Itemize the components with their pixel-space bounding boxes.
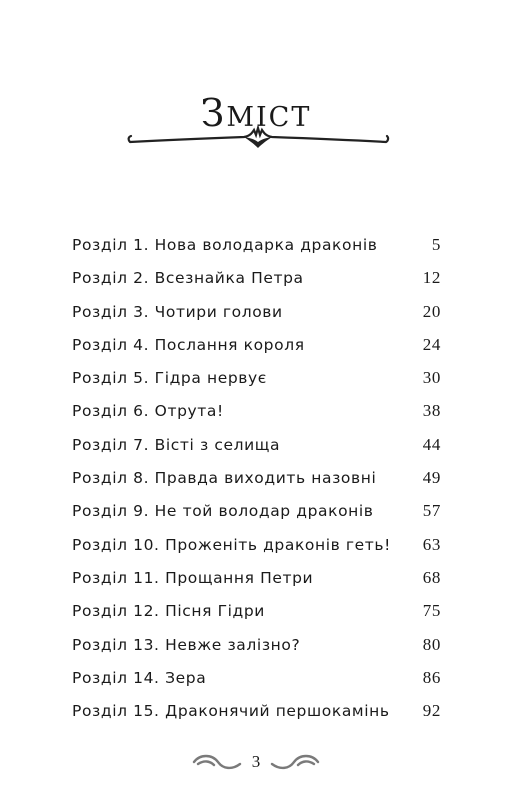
toc-entry-page: 5 xyxy=(431,235,441,254)
toc-entry-page: 49 xyxy=(422,468,441,488)
toc-entry-page: 92 xyxy=(422,701,441,721)
toc-entry[interactable] xyxy=(72,394,441,427)
toc-entry-title: Розділ 15. Драконячий першокамінь xyxy=(72,702,390,721)
toc-entry[interactable] xyxy=(72,261,441,294)
toc-entry-title: Розділ 7. Вісті з селища xyxy=(72,435,281,454)
toc-entry-page: 80 xyxy=(422,634,441,654)
toc-entry[interactable] xyxy=(72,528,441,561)
toc-entry-title: Розділ 12. Пісня Гідри xyxy=(72,602,265,621)
toc-entry-page: 44 xyxy=(422,434,441,454)
ornamental-divider xyxy=(126,124,390,154)
toc-entry[interactable] xyxy=(72,461,441,494)
toc-entry[interactable] xyxy=(72,494,441,527)
toc-entry[interactable] xyxy=(72,295,441,328)
toc-entry-title: Розділ 10. Проженіть драконів геть! xyxy=(72,535,391,554)
toc-entry-title: Розділ 14. Зера xyxy=(72,668,207,687)
toc-entry[interactable] xyxy=(72,594,441,627)
toc-entry[interactable] xyxy=(72,328,441,361)
toc-entry-title: Розділ 3. Чотири голови xyxy=(72,302,283,321)
toc-entry-title: Розділ 5. Гідра нервує xyxy=(72,369,267,388)
toc-entry-title: Розділ 4. Послання короля xyxy=(72,335,305,354)
toc-entry[interactable] xyxy=(72,694,441,727)
toc-entry-page: 30 xyxy=(422,368,441,388)
page-number: 3 xyxy=(251,752,261,771)
toc-entry-page: 38 xyxy=(422,401,441,421)
toc-entry[interactable] xyxy=(72,628,441,661)
toc-entry-page: 20 xyxy=(422,301,441,321)
toc-entry-page: 75 xyxy=(422,601,441,621)
page-title: Зміст xyxy=(200,91,312,136)
toc-entry[interactable] xyxy=(72,228,441,261)
toc-entry[interactable] xyxy=(72,561,441,594)
toc-entry[interactable] xyxy=(72,361,441,394)
toc-entry-title: Розділ 8. Правда виходить назовні xyxy=(72,469,377,488)
table-of-contents xyxy=(72,228,441,727)
toc-entry-page: 63 xyxy=(422,534,441,554)
toc-entry-page: 57 xyxy=(422,501,441,521)
toc-entry[interactable] xyxy=(72,661,441,694)
toc-entry-title: Розділ 2. Всезнайка Петра xyxy=(72,269,304,288)
toc-entry-page: 86 xyxy=(422,667,441,687)
toc-entry-title: Розділ 11. Прощання Петри xyxy=(72,568,314,587)
toc-entry-title: Розділ 9. Не той володар драконів xyxy=(72,502,374,521)
toc-entry-title: Розділ 13. Невже залізно? xyxy=(72,635,301,654)
toc-entry-page: 24 xyxy=(422,334,441,354)
toc-entry-page: 68 xyxy=(422,567,441,587)
toc-entry-title: Розділ 6. Отрута! xyxy=(72,402,224,421)
toc-entry[interactable] xyxy=(72,428,441,461)
toc-entry-title: Розділ 1. Нова володарка драконів xyxy=(72,236,378,254)
toc-entry-page: 12 xyxy=(422,268,441,288)
